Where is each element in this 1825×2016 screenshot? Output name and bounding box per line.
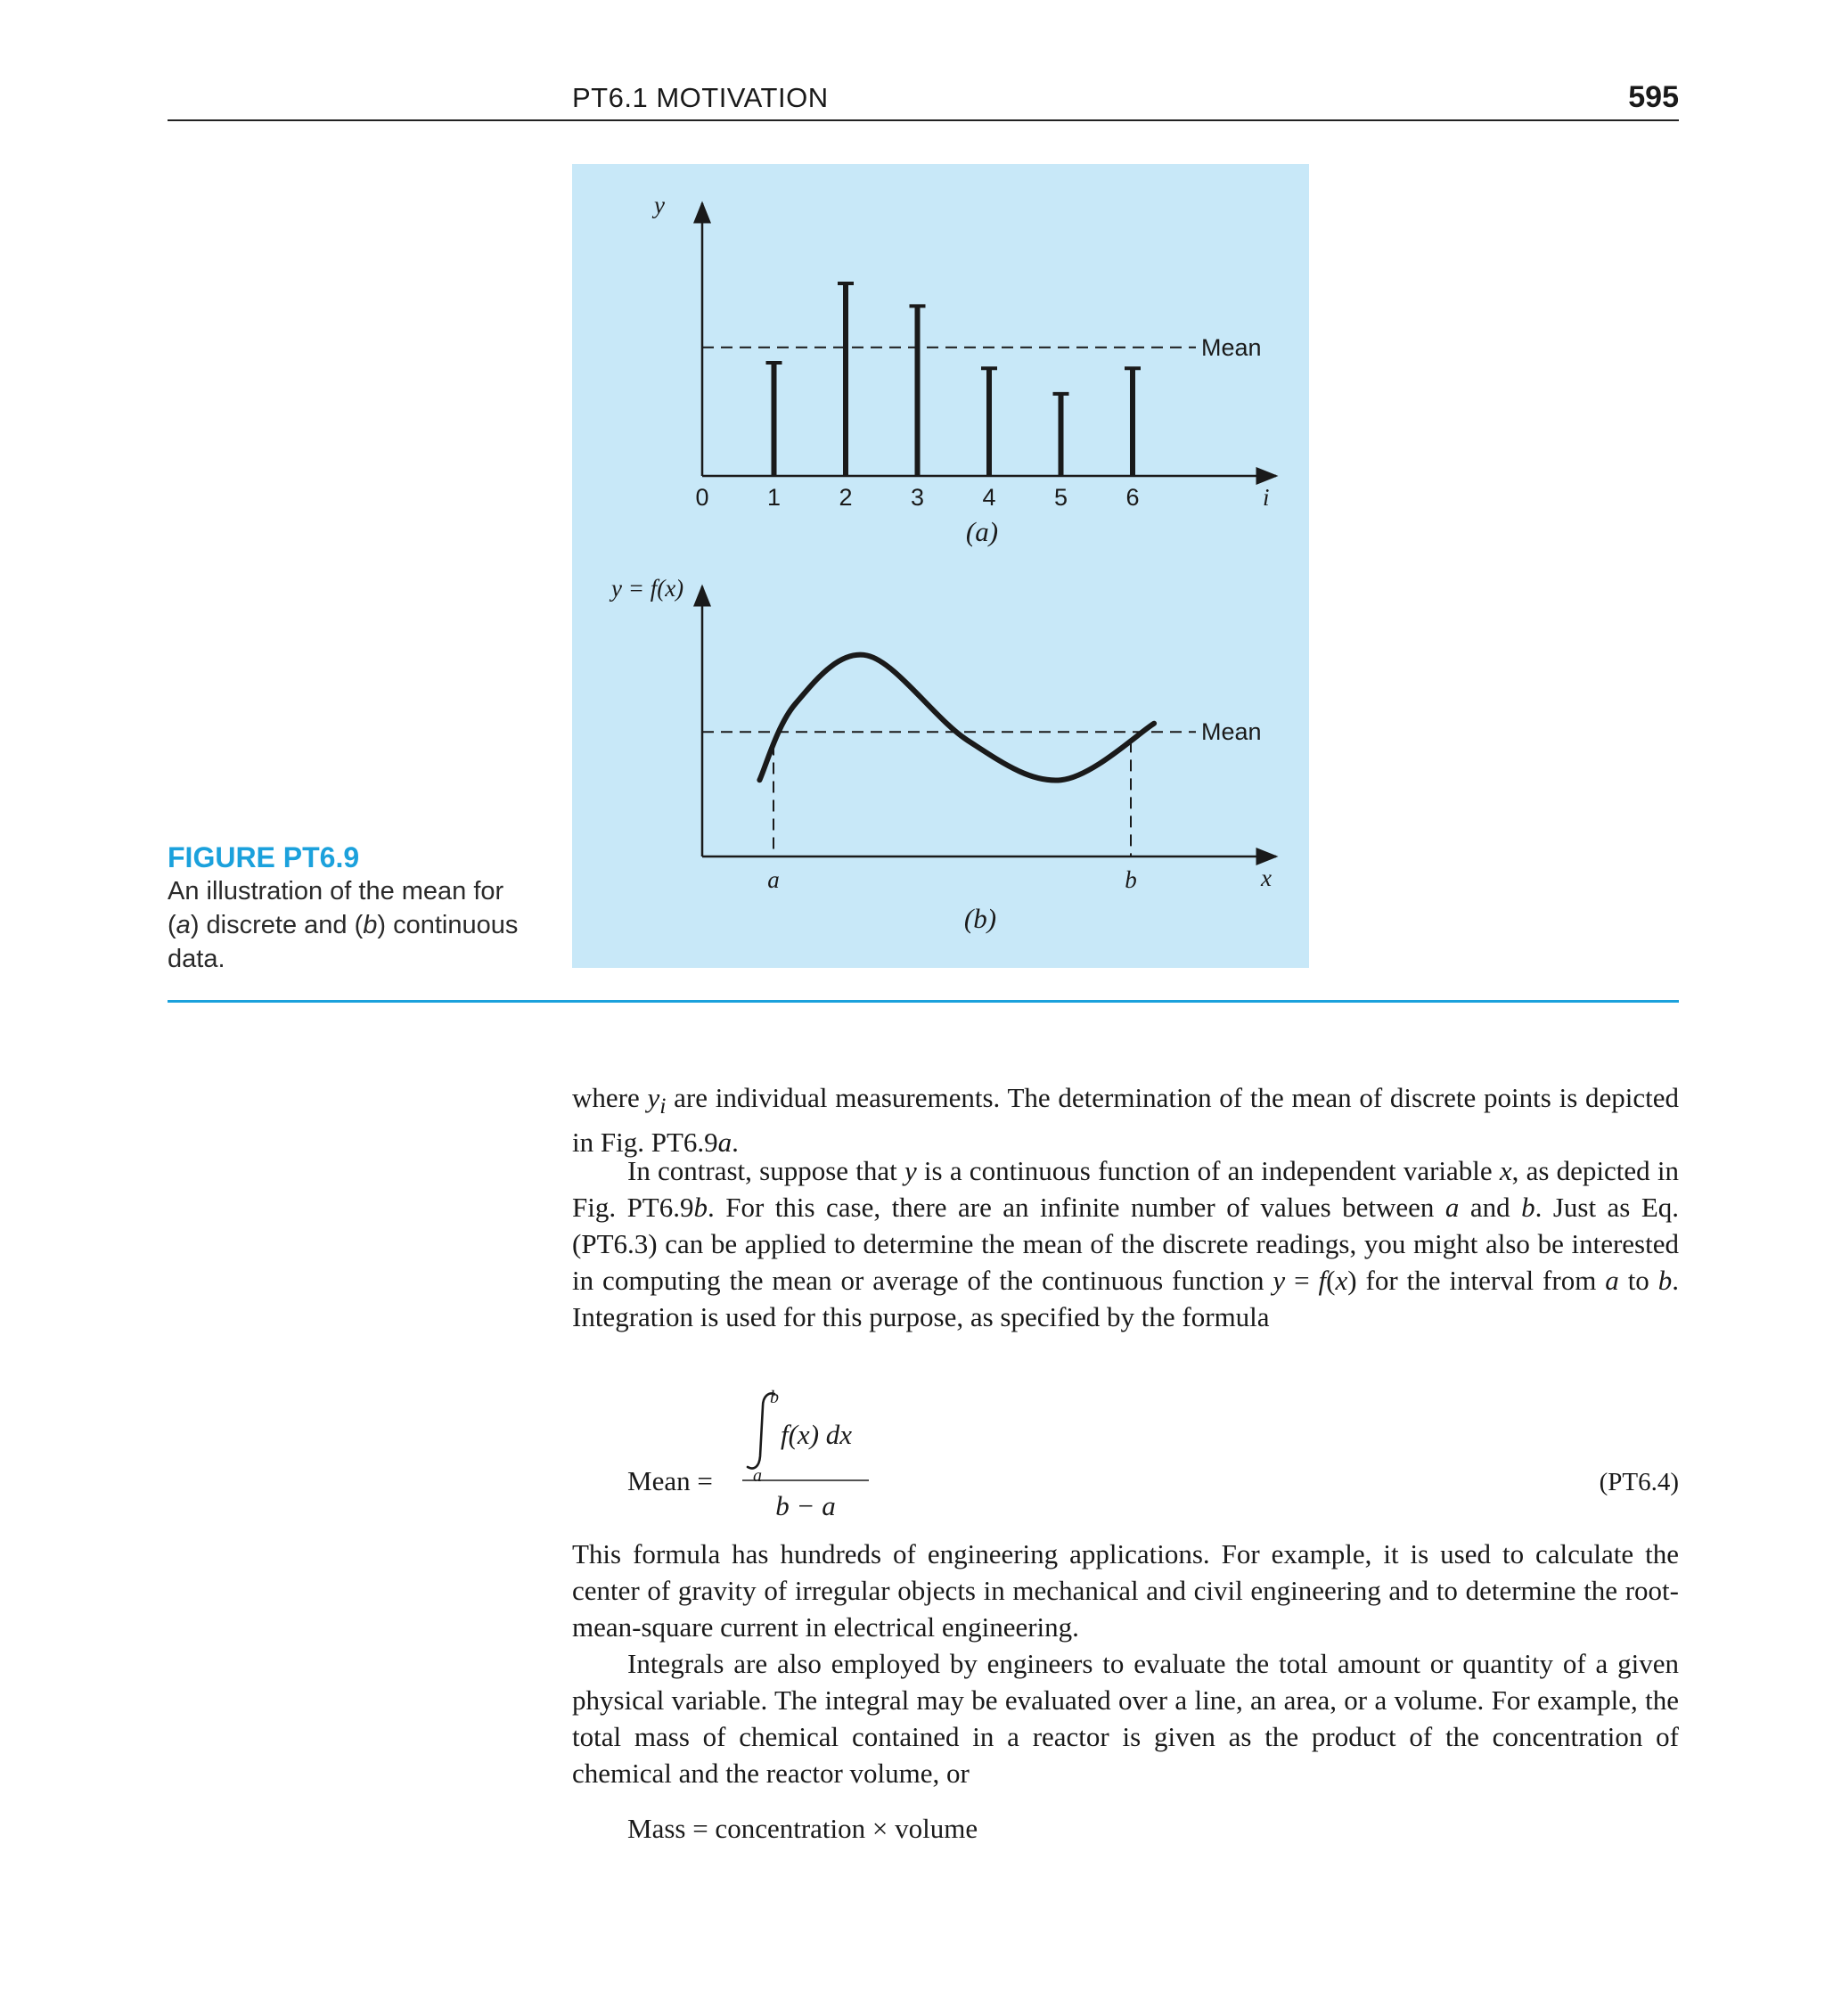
panel-b bbox=[609, 575, 1276, 934]
text-run: y bbox=[647, 1082, 660, 1113]
paragraph: This formula has hundreds of engineering applications. For example, it is used to calculate the center of gravity of irregular objects in mechanical and civil engineering and to determine the root-mean-square current in electrical engineering. bbox=[572, 1538, 1679, 1643]
integrand: f(x) dx bbox=[781, 1419, 853, 1450]
equation-mass: Mass = concentration × volume bbox=[627, 1813, 978, 1844]
tick-label: 6 bbox=[1125, 484, 1140, 511]
text-run: . Just as Eq. (PT6.3) can be applied to determine the mean of the discrete readings, you might also be interested in computing the mean or average of the continuous function bbox=[572, 1192, 1680, 1296]
caption-text-part: ) discrete and ( bbox=[190, 911, 364, 939]
figure-svg bbox=[572, 164, 1309, 968]
text-run: a bbox=[717, 1127, 732, 1159]
caption-text bbox=[168, 874, 542, 976]
text-run: b bbox=[693, 1192, 708, 1223]
function-curve bbox=[759, 655, 1154, 781]
integral-upper-limit: b bbox=[770, 1388, 779, 1407]
text-run: a bbox=[1444, 1192, 1460, 1223]
tick-label: 4 bbox=[982, 484, 996, 511]
sublabel-b: (b) bbox=[963, 903, 997, 934]
stems-a bbox=[766, 283, 1142, 476]
caption-text-part: An illustration of the mean for ( bbox=[168, 877, 504, 939]
caption-text-part: b bbox=[363, 911, 378, 939]
text-run: In contrast, suppose that bbox=[627, 1155, 904, 1186]
tick-label: 2 bbox=[839, 484, 853, 511]
equation-lhs: Mean = bbox=[627, 1465, 713, 1496]
sublabel-a: (a) bbox=[965, 516, 999, 547]
tick-label: 5 bbox=[1053, 484, 1068, 511]
text-run: f bbox=[1318, 1265, 1327, 1296]
paragraph: Integrals are also employed by engineers to evaluate the total amount or quantity of a given physical variable. The integral may be evaluated over a line, an area, or a volume. For example, the total mass of chemical contained in a reactor is given as the product of the concentration of chemical and the reactor volume, or bbox=[572, 1648, 1679, 1789]
text-run: y bbox=[1273, 1265, 1286, 1296]
denominator: b − a bbox=[775, 1490, 836, 1521]
figure-label: FIGURE PT6.9 bbox=[168, 841, 360, 873]
integral-lower-limit: a bbox=[753, 1466, 762, 1486]
text-run: to bbox=[1618, 1265, 1658, 1296]
section-title: PT6.1 MOTIVATION bbox=[572, 82, 829, 113]
text-run: are individual measurements. The determination of the mean of discrete points is depicted in Fig. PT6.9 bbox=[572, 1082, 1679, 1159]
text-run: ( bbox=[1326, 1265, 1336, 1296]
text-run: b bbox=[1657, 1265, 1673, 1296]
text-run: . Integration is used for this purpose, as specified by the formula bbox=[572, 1265, 1679, 1332]
interval-end-label: b bbox=[1125, 866, 1137, 893]
tick-label: 0 bbox=[695, 484, 709, 511]
x-axis-label-b: x bbox=[1261, 865, 1272, 891]
caption-text-part: ) continuous data. bbox=[168, 911, 519, 973]
mean-label-a: Mean bbox=[1201, 333, 1262, 361]
paragraph bbox=[572, 1079, 1679, 1160]
text-run: = bbox=[1285, 1265, 1319, 1296]
text-run: , as depicted in Fig. PT6.9 bbox=[572, 1155, 1679, 1223]
panel-a bbox=[651, 192, 1276, 547]
interval-start-label: a bbox=[767, 866, 780, 893]
text-run: x bbox=[1499, 1155, 1512, 1186]
page-number: 595 bbox=[1628, 80, 1679, 114]
text-run: . For this case, there are an infinite number of values between bbox=[708, 1192, 1445, 1223]
equation-pt6-4 bbox=[572, 1381, 1679, 1524]
mean-label-b: Mean bbox=[1201, 718, 1262, 746]
running-head bbox=[168, 78, 1679, 121]
text-run: y bbox=[904, 1155, 917, 1186]
text-run: a bbox=[1605, 1265, 1619, 1296]
caption-text-part: a bbox=[176, 911, 191, 939]
text-run: where bbox=[572, 1082, 648, 1113]
equation-number: (PT6.4) bbox=[1599, 1468, 1679, 1496]
x-axis-label-a: i bbox=[1263, 484, 1270, 511]
text-run: ) for the interval from bbox=[1347, 1265, 1606, 1296]
text-run: . bbox=[732, 1127, 739, 1159]
tick-label: 1 bbox=[766, 484, 782, 511]
text-run: b bbox=[1521, 1192, 1535, 1223]
y-axis-label-a: y bbox=[654, 192, 665, 218]
figure-caption bbox=[168, 840, 542, 976]
tick-label: 3 bbox=[910, 484, 925, 511]
text-run: x bbox=[1335, 1265, 1348, 1296]
y-axis-label-b: y = f(x) bbox=[611, 575, 684, 602]
text-run: is a continuous function of an independent variable bbox=[916, 1155, 1500, 1186]
tick-labels-a bbox=[695, 484, 1139, 511]
equation-svg bbox=[572, 1381, 1679, 1524]
paragraph bbox=[572, 1152, 1679, 1335]
text-run: and bbox=[1459, 1192, 1522, 1223]
text-run: i bbox=[659, 1093, 667, 1119]
figure-panel bbox=[572, 164, 1309, 968]
figure-divider bbox=[168, 1000, 1679, 1003]
